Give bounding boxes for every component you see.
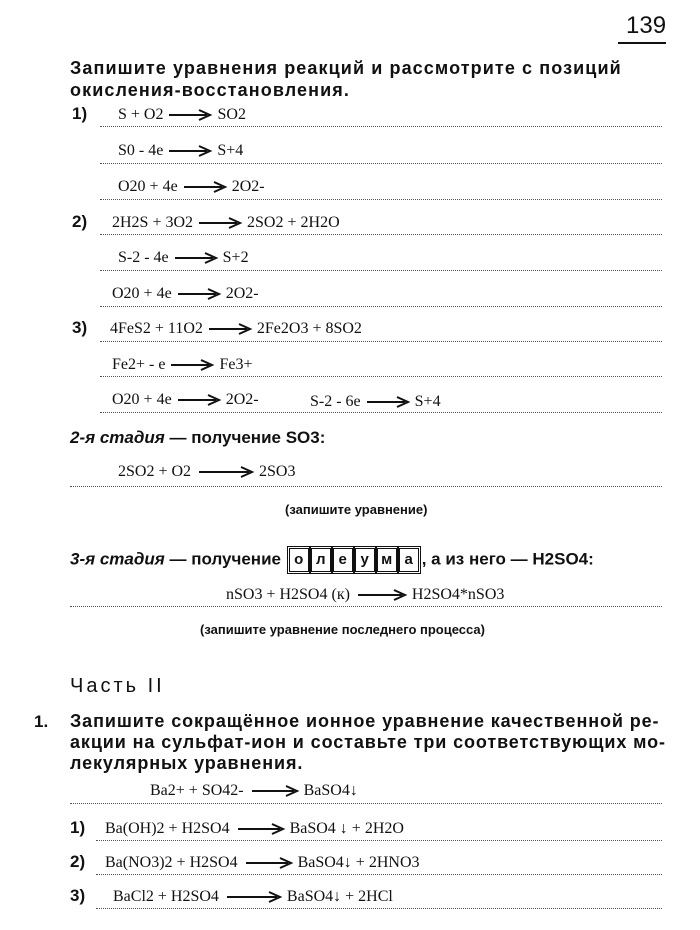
molecular-eq-1: Ba(OH)2 + H2SO4 BaSO4 ↓ + 2H2O	[105, 820, 404, 837]
arrow-right-icon	[176, 393, 222, 407]
reaction-3-reduction: O20 + 4e 2O2-	[112, 391, 259, 408]
reaction-3-oxidation: Fe2+ - e Fe3+	[112, 356, 253, 373]
letter-box: м	[377, 548, 397, 572]
reaction-2-label: 2)	[72, 212, 88, 231]
molecular-eq-1-label: 1)	[70, 818, 86, 837]
arrow-right-icon	[248, 784, 300, 798]
answer-line	[100, 376, 662, 377]
stage-3-equation: nSO3 + H2SO4 (к) H2SO4*nSO3	[226, 586, 505, 603]
arrow-right-icon	[173, 251, 219, 265]
reaction-1-left: S + O2	[118, 106, 164, 123]
reaction-2-equation: 2H2S + 3O2 2SO2 + 2H2O	[112, 214, 340, 231]
part-2-title: Часть II	[70, 675, 165, 697]
answer-line	[100, 306, 662, 307]
letter-box: л	[311, 548, 331, 572]
task-text-line1: Запишите сокращённое ионное уравнение качественной ре-	[70, 711, 660, 731]
page-number: 139	[626, 12, 667, 39]
reaction-3-oxidation-sulfur: S-2 - 6e S+4	[310, 393, 441, 410]
reaction-3-label: 3)	[72, 318, 88, 337]
answer-line	[100, 126, 662, 127]
letter-box: а	[399, 548, 419, 572]
answer-line	[96, 908, 662, 909]
answer-line	[100, 270, 662, 271]
oleum-letter-boxes	[289, 548, 419, 572]
arrow-right-icon	[354, 588, 408, 602]
arrow-right-icon	[207, 322, 253, 336]
arrow-right-icon	[223, 890, 283, 904]
task-text-line3: лекулярных уравнения.	[70, 753, 304, 773]
answer-line	[100, 341, 662, 342]
answer-line	[70, 486, 662, 487]
reaction-1-equation	[118, 106, 246, 124]
answer-line	[96, 840, 662, 841]
reaction-1-label: 1)	[72, 104, 88, 123]
answer-line	[70, 803, 662, 804]
reaction-1-right: SO2	[217, 106, 246, 123]
arrow-right-icon	[242, 856, 294, 870]
arrow-right-icon	[182, 180, 228, 194]
answer-line	[100, 163, 662, 164]
task-text-line2: акции на сульфат-ион и составьте три соответствующих мо-	[70, 732, 666, 752]
stage-2-heading: 2-я стадия — получение SO3:	[70, 428, 326, 447]
molecular-eq-3: BaCl2 + H2SO4 BaSO4↓ + 2HCl	[113, 888, 393, 905]
reaction-1-oxidation: S0 - 4e S+4	[118, 142, 244, 159]
arrow-right-icon	[167, 108, 213, 122]
task-header-line1: Запишите уравнения реакций и рассмотрите с позиций	[70, 58, 622, 78]
stage-2-caption: (запишите уравнение)	[285, 502, 428, 517]
reaction-1-reduction: O20 + 4e 2O2-	[118, 178, 265, 195]
task-header-line2: окисления-восстановления.	[70, 80, 351, 100]
stage-3-caption: (запишите уравнение последнего процесса)	[200, 622, 485, 637]
task-number: 1.	[34, 712, 49, 731]
arrow-right-icon	[176, 287, 222, 301]
letter-box: е	[333, 548, 353, 572]
reaction-2-reduction: O20 + 4e 2O2-	[112, 285, 259, 302]
arrow-right-icon	[195, 465, 255, 479]
arrow-right-icon	[197, 216, 243, 230]
stage-3-heading: 3-я стадия — получение о л е у м а , а из него — H2SO4:	[70, 548, 594, 572]
molecular-eq-3-label: 3)	[70, 886, 86, 905]
answer-line	[100, 199, 662, 200]
stage-2-equation: 2SO2 + O2 2SO3	[118, 463, 296, 480]
reaction-3-equation: 4FeS2 + 11O2 2Fe2O3 + 8SO2	[110, 320, 362, 337]
ionic-equation: Ba2+ + SO42- BaSO4↓	[150, 782, 358, 799]
answer-line	[100, 234, 662, 235]
molecular-eq-2-label: 2)	[70, 852, 86, 871]
arrow-right-icon	[169, 358, 215, 372]
molecular-eq-2: Ba(NO3)2 + H2SO4 BaSO4↓ + 2HNO3	[105, 854, 420, 871]
page-number-rule	[618, 42, 666, 44]
letter-box: у	[355, 548, 375, 572]
letter-box: о	[289, 548, 309, 572]
reaction-2-oxidation: S-2 - 4e S+2	[118, 249, 249, 266]
arrow-right-icon	[234, 822, 286, 836]
answer-line	[70, 606, 662, 607]
arrow-right-icon	[167, 144, 213, 158]
answer-line	[96, 874, 662, 875]
answer-line	[100, 412, 662, 413]
arrow-right-icon	[365, 395, 411, 409]
